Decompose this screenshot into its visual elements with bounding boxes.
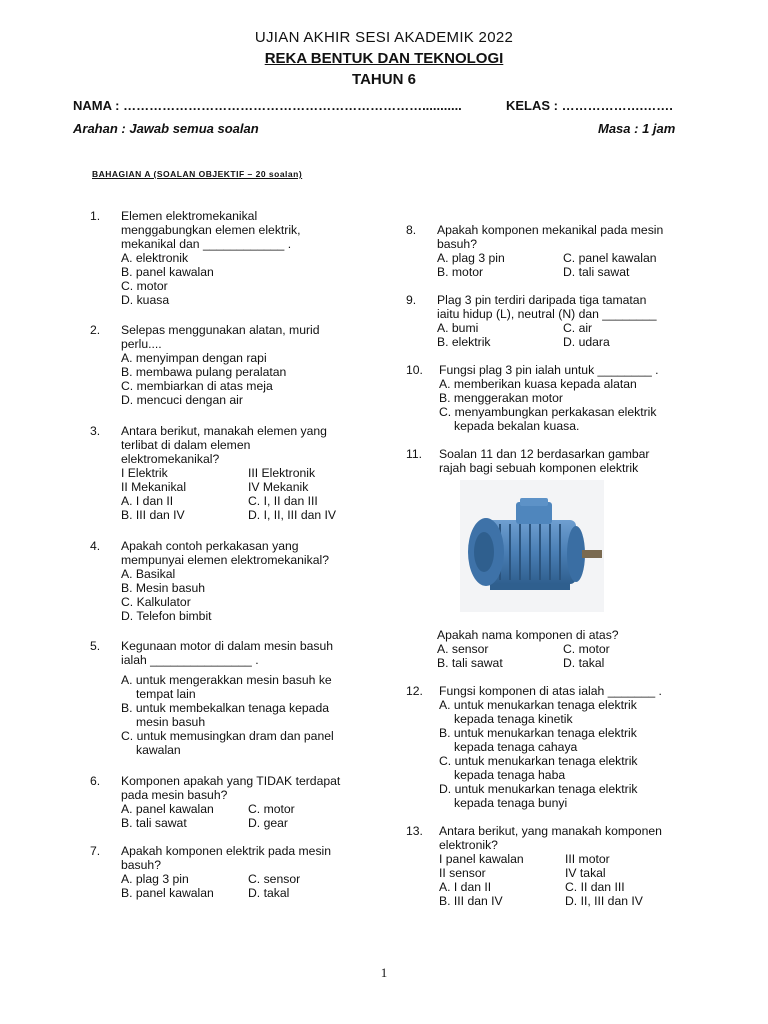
item-ii: II Mekanikal bbox=[121, 480, 187, 494]
question-11-answer bbox=[437, 628, 697, 670]
option-d: D. I, II, III dan IV bbox=[248, 508, 337, 522]
option-b: B. Mesin basuh bbox=[121, 581, 206, 595]
instructions: Arahan : Jawab semua soalan bbox=[73, 121, 259, 136]
item-ii: II sensor bbox=[439, 866, 486, 880]
option-a: A. I dan II bbox=[121, 494, 174, 508]
option-d: D. untuk menukarkan tenaga elektrik kepada tenaga bunyi bbox=[439, 782, 638, 810]
option-d: D. kuasa bbox=[121, 293, 170, 307]
option-a: A. memberikan kuasa kepada alatan bbox=[439, 377, 637, 391]
question-number: 4. bbox=[90, 539, 101, 553]
question-number: 6. bbox=[90, 774, 101, 788]
options bbox=[121, 351, 286, 407]
section-heading: BAHAGIAN A (SOALAN OBJEKTIF – 20 soalan) bbox=[92, 169, 303, 179]
name-field: NAMA : ……………………………………………………………........... bbox=[73, 98, 462, 113]
option-a: A. Basikal bbox=[121, 567, 176, 581]
question-stem: Plag 3 pin terdiri daripada tiga tamatan iaitu hidup (L), neutral (N) dan ________ bbox=[437, 293, 657, 321]
question-number: 2. bbox=[90, 323, 101, 337]
option-c: C. sensor bbox=[248, 872, 301, 886]
item-iv: IV takal bbox=[565, 866, 606, 880]
option-b: B. panel kawalan bbox=[121, 886, 214, 900]
options bbox=[121, 802, 366, 830]
exam-title: UJIAN AKHIR SESI AKADEMIK 2022 bbox=[254, 29, 514, 46]
option-b: B. motor bbox=[437, 265, 484, 279]
option-d: D. gear bbox=[248, 816, 288, 830]
options bbox=[121, 567, 212, 623]
option-d: D. II, III dan IV bbox=[565, 894, 643, 908]
question-number: 9. bbox=[406, 293, 417, 307]
option-b: B. untuk membekalkan tenaga kepada mesin basuh bbox=[121, 701, 330, 729]
option-d: D. udara bbox=[563, 335, 610, 349]
item-i: I Elektrik bbox=[121, 466, 168, 480]
options bbox=[121, 251, 214, 307]
question-number: 1. bbox=[90, 209, 101, 223]
subject-title: REKA BENTUK DAN TEKNOLOGI bbox=[264, 50, 504, 67]
question-stem: Apakah komponen elektrik pada mesin basuh? bbox=[121, 844, 332, 872]
question-number: 8. bbox=[406, 223, 417, 237]
option-b: B. membawa pulang peralatan bbox=[121, 365, 287, 379]
option-b: B. elektrik bbox=[437, 335, 491, 349]
option-a: A. elektronik bbox=[121, 251, 189, 265]
page-number: 1 bbox=[380, 965, 388, 980]
option-c: C. Kalkulator bbox=[121, 595, 191, 609]
options bbox=[437, 321, 687, 349]
question-stem: Antara berikut, yang manakah komponen elektronik? bbox=[439, 824, 662, 852]
option-d: D. mencuci dengan air bbox=[121, 393, 243, 407]
electric-motor-image bbox=[460, 480, 604, 612]
option-c: C. motor bbox=[121, 279, 168, 293]
option-a: A. untuk menukarkan tenaga elektrik kepada tenaga kinetik bbox=[439, 698, 637, 726]
question-prompt: Apakah nama komponen di atas? bbox=[437, 628, 619, 642]
question-number: 7. bbox=[90, 844, 101, 858]
options bbox=[121, 872, 366, 900]
option-d: D. takal bbox=[563, 656, 605, 670]
item-iii: III Elektronik bbox=[248, 466, 316, 480]
question-stem: Apakah komponen mekanikal pada mesin basuh? bbox=[437, 223, 664, 251]
question-stem: Selepas menggunakan alatan, murid perlu.... bbox=[121, 323, 320, 351]
option-b: B. panel kawalan bbox=[121, 265, 214, 279]
option-b: B. tali sawat bbox=[121, 816, 187, 830]
option-a: A. untuk mengerakkan mesin basuh ke tempat lain bbox=[121, 673, 332, 701]
question-stem: Fungsi plag 3 pin ialah untuk ________ . bbox=[439, 363, 659, 377]
options bbox=[439, 698, 669, 810]
options bbox=[121, 673, 351, 757]
question-stem: Kegunaan motor di dalam mesin basuh ialah _______________ . bbox=[121, 639, 334, 667]
item-iii: III motor bbox=[565, 852, 610, 866]
class-field: KELAS : ……………….……. bbox=[506, 98, 673, 113]
question-stem: Apakah contoh perkakasan yang mempunyai elemen elektromekanikal? bbox=[121, 539, 329, 567]
option-c: C. untuk memusingkan dram dan panel kawalan bbox=[121, 729, 334, 757]
option-d: D. tali sawat bbox=[563, 265, 630, 279]
option-a: A. bumi bbox=[437, 321, 479, 335]
electric-motor-icon bbox=[460, 480, 604, 612]
question-stem: Komponen apakah yang TIDAK terdapat pada mesin basuh? bbox=[121, 774, 341, 802]
option-c: C. motor bbox=[248, 802, 295, 816]
option-a: A. plag 3 pin bbox=[437, 251, 505, 265]
options bbox=[437, 251, 687, 279]
option-a: A. I dan II bbox=[439, 880, 492, 894]
option-b: B. III dan IV bbox=[439, 894, 503, 908]
option-c: C. II dan III bbox=[565, 880, 625, 894]
question-stem: Antara berikut, manakah elemen yang terlibat di dalam elemen elektromekanikal? bbox=[121, 424, 327, 466]
option-c: C. air bbox=[563, 321, 593, 335]
option-c: C. panel kawalan bbox=[563, 251, 657, 265]
options bbox=[439, 377, 689, 433]
question-number: 13. bbox=[406, 824, 423, 838]
question-stem: Fungsi komponen di atas ialah _______ . bbox=[439, 684, 662, 698]
question-number: 11. bbox=[406, 447, 423, 461]
option-d: D. Telefon bimbit bbox=[121, 609, 212, 623]
option-b: B. untuk menukarkan tenaga elektrik kepada tenaga cahaya bbox=[439, 726, 637, 754]
option-a: A. sensor bbox=[437, 642, 489, 656]
option-d: D. takal bbox=[248, 886, 290, 900]
options bbox=[439, 852, 689, 908]
year-title: TAHUN 6 bbox=[352, 71, 416, 88]
options bbox=[121, 466, 366, 522]
item-iv: IV Mekanik bbox=[248, 480, 309, 494]
question-number: 10. bbox=[406, 363, 423, 377]
question-number: 12. bbox=[406, 684, 423, 698]
option-b: B. III dan IV bbox=[121, 508, 185, 522]
option-c: C. motor bbox=[563, 642, 610, 656]
option-b: B. menggerakan motor bbox=[439, 391, 563, 405]
option-c: C. membiarkan di atas meja bbox=[121, 379, 273, 393]
option-a: A. menyimpan dengan rapi bbox=[121, 351, 267, 365]
option-c: C. I, II dan III bbox=[248, 494, 318, 508]
option-b: B. tali sawat bbox=[437, 656, 503, 670]
question-stem: Elemen elektromekanikal menggabungkan elemen elektrik, mekanikal dan ____________ . bbox=[121, 209, 301, 251]
duration: Masa : 1 jam bbox=[598, 121, 676, 136]
option-a: A. panel kawalan bbox=[121, 802, 214, 816]
question-stem: Soalan 11 dan 12 berdasarkan gambar rajah bagi sebuah komponen elektrik bbox=[439, 447, 650, 475]
option-c: C. untuk menukarkan tenaga elektrik kepada tenaga haba bbox=[439, 754, 638, 782]
option-a: A. plag 3 pin bbox=[121, 872, 189, 886]
question-number: 5. bbox=[90, 639, 101, 653]
item-i: I panel kawalan bbox=[439, 852, 524, 866]
option-c: C. menyambungkan perkakasan elektrik kepada bekalan kuasa. bbox=[439, 405, 657, 433]
question-number: 3. bbox=[90, 424, 101, 438]
